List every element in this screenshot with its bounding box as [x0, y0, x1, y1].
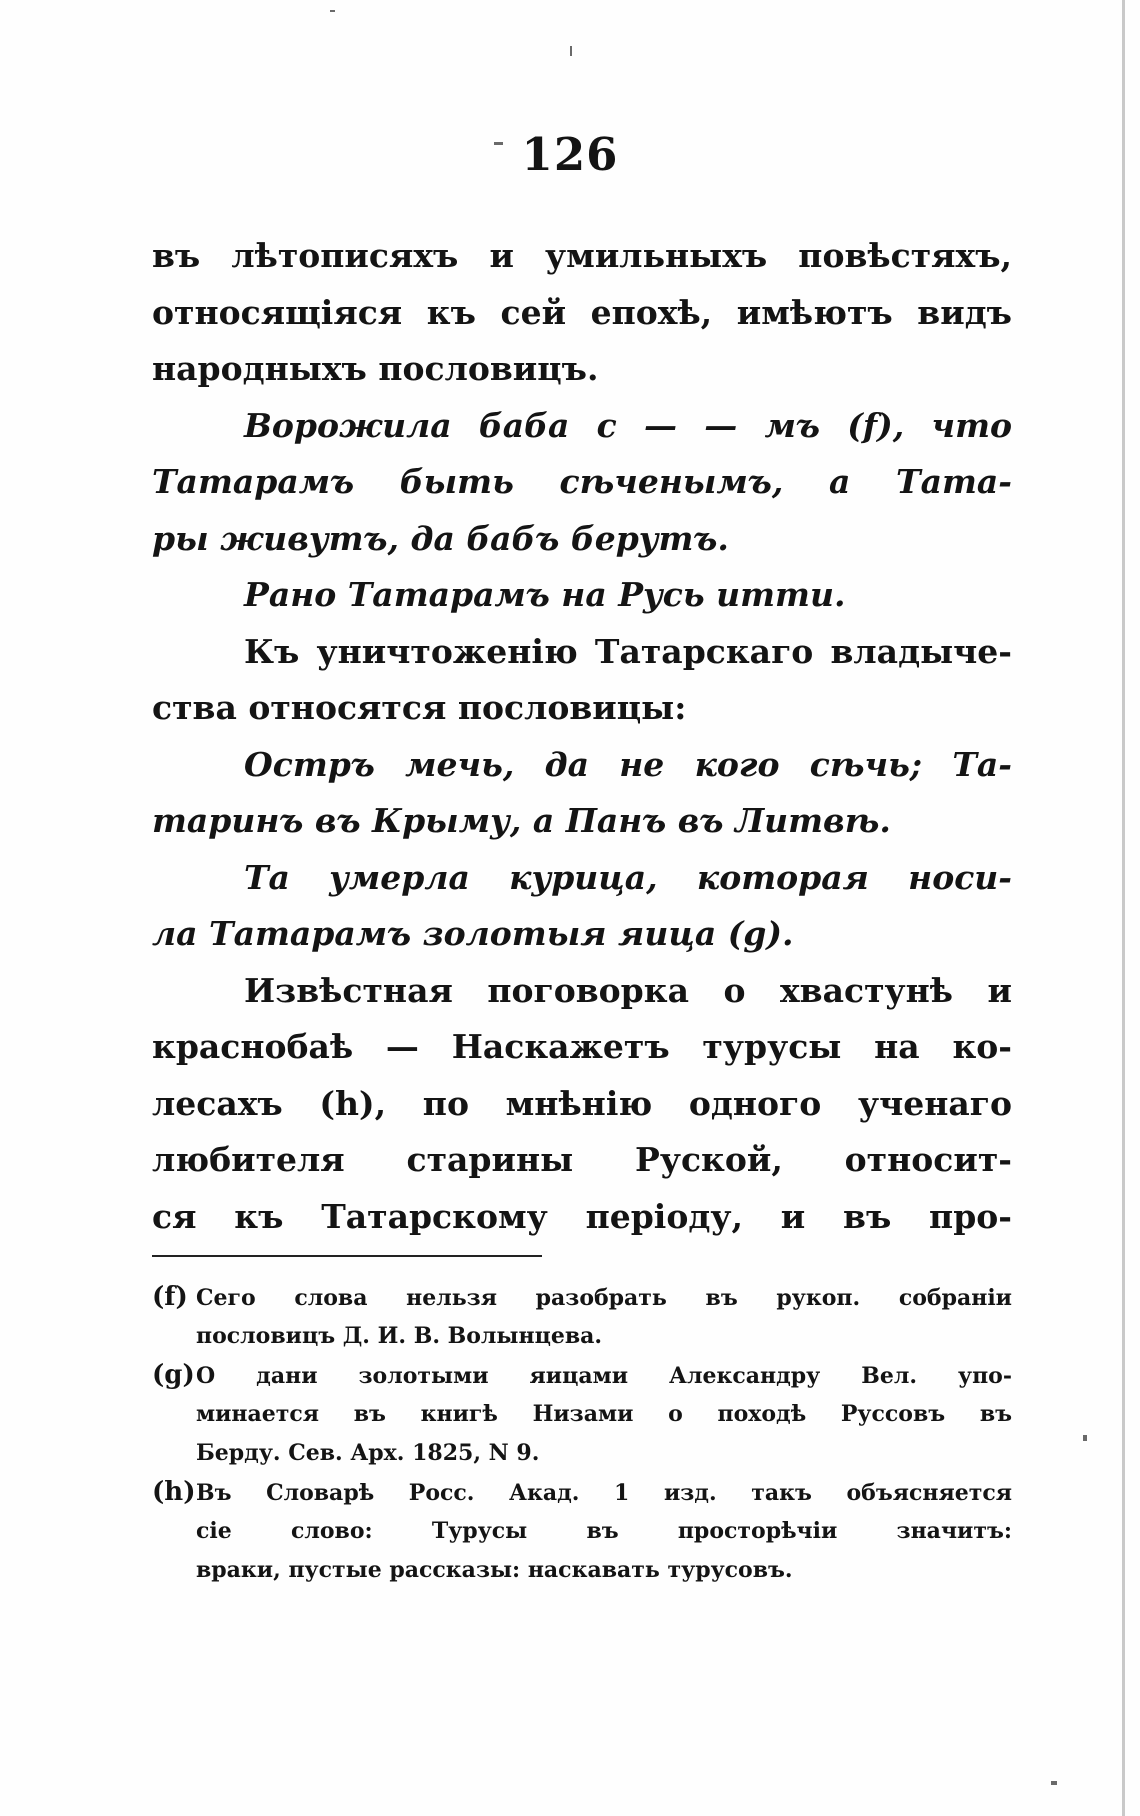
text-line: лесахъ (h), по мнѣнію одного ученаго — [152, 1083, 1012, 1123]
proverb-line: ла Татарамъ золотыя яица (g). — [152, 914, 794, 953]
scan-speck — [1051, 1781, 1057, 1785]
page-edge — [1122, 0, 1125, 1816]
main-text — [152, 228, 1012, 1245]
scan-speck — [330, 10, 335, 12]
footnote-line: Берду. Сев. Арх. 1825, N 9. — [196, 1440, 540, 1466]
footnote-line: сіе слово: Турусы въ просторѣчіи значитъ: — [196, 1518, 1012, 1544]
text-line: краснобаѣ — Наскажетъ турусы на ко- — [152, 1027, 1012, 1066]
footnote-line — [152, 1356, 1012, 1395]
proverb-line: ры живутъ, да бабъ берутъ. — [152, 518, 729, 558]
text-line: любителя старины Руской, относит- — [152, 1140, 1012, 1179]
page-number: 126 — [521, 128, 619, 181]
footnote-label: (g) — [152, 1360, 195, 1390]
footnote-line: пословицъ Д. И. В. Волынцева. — [196, 1323, 603, 1349]
footnote-text: Въ Словарѣ Росс. Акад. 1 изд. такъ объясняется — [196, 1480, 1012, 1506]
scan-speck — [1083, 1435, 1087, 1441]
proverb-line: таринъ въ Крыму, а Панъ въ Литвѣ. — [152, 801, 891, 840]
proverb-line: Татарамъ быть сѣченымъ, а Тата- — [152, 462, 1012, 501]
footnote-line — [152, 1473, 1012, 1512]
footnote-line: минается въ книгѣ Низами о походѣ Руссовъ въ — [196, 1401, 1012, 1427]
text-line: Извѣстная поговорка о хвастунѣ и — [244, 970, 1012, 1010]
text-line: народныхъ пословицъ. — [152, 349, 599, 388]
footnote-separator — [152, 1255, 542, 1257]
footnotes — [152, 1278, 1012, 1590]
proverb-line: Ворожила баба с — — мъ (f), что — [244, 405, 1012, 445]
scan-speck — [494, 142, 503, 145]
footnote-label: (h) — [152, 1477, 196, 1507]
proverb-line: Та умерла курица, которая носи- — [244, 857, 1012, 897]
text-line: въ лѣтописяхъ и умильныхъ повѣстяхъ, — [152, 236, 1012, 275]
footnote-text: Сего слова нельзя разобрать въ рукоп. собраніи — [196, 1285, 1012, 1311]
text-line: ства относятся пословицы: — [152, 688, 687, 727]
text-line: Къ уничтоженію Татарскаго владыче- — [244, 631, 1012, 671]
footnote-text: О дани золотыми яицами Александру Вел. упо- — [196, 1363, 1012, 1389]
footnote-line: враки, пустые рассказы: наскавать турусовъ. — [196, 1557, 793, 1583]
text-line: относящіяся къ сей епохѣ, имѣютъ видъ — [152, 292, 1012, 332]
text-line: ся къ Татарскому періоду, и въ про- — [152, 1196, 1012, 1236]
footnote-line — [152, 1278, 1012, 1317]
proverb-line: Остръ мечь, да не кого сѣчь; Та- — [244, 744, 1012, 784]
footnote-label: (f) — [152, 1282, 188, 1312]
scan-speck — [570, 46, 572, 56]
proverb-line: Рано Татарамъ на Русь итти. — [244, 575, 846, 614]
